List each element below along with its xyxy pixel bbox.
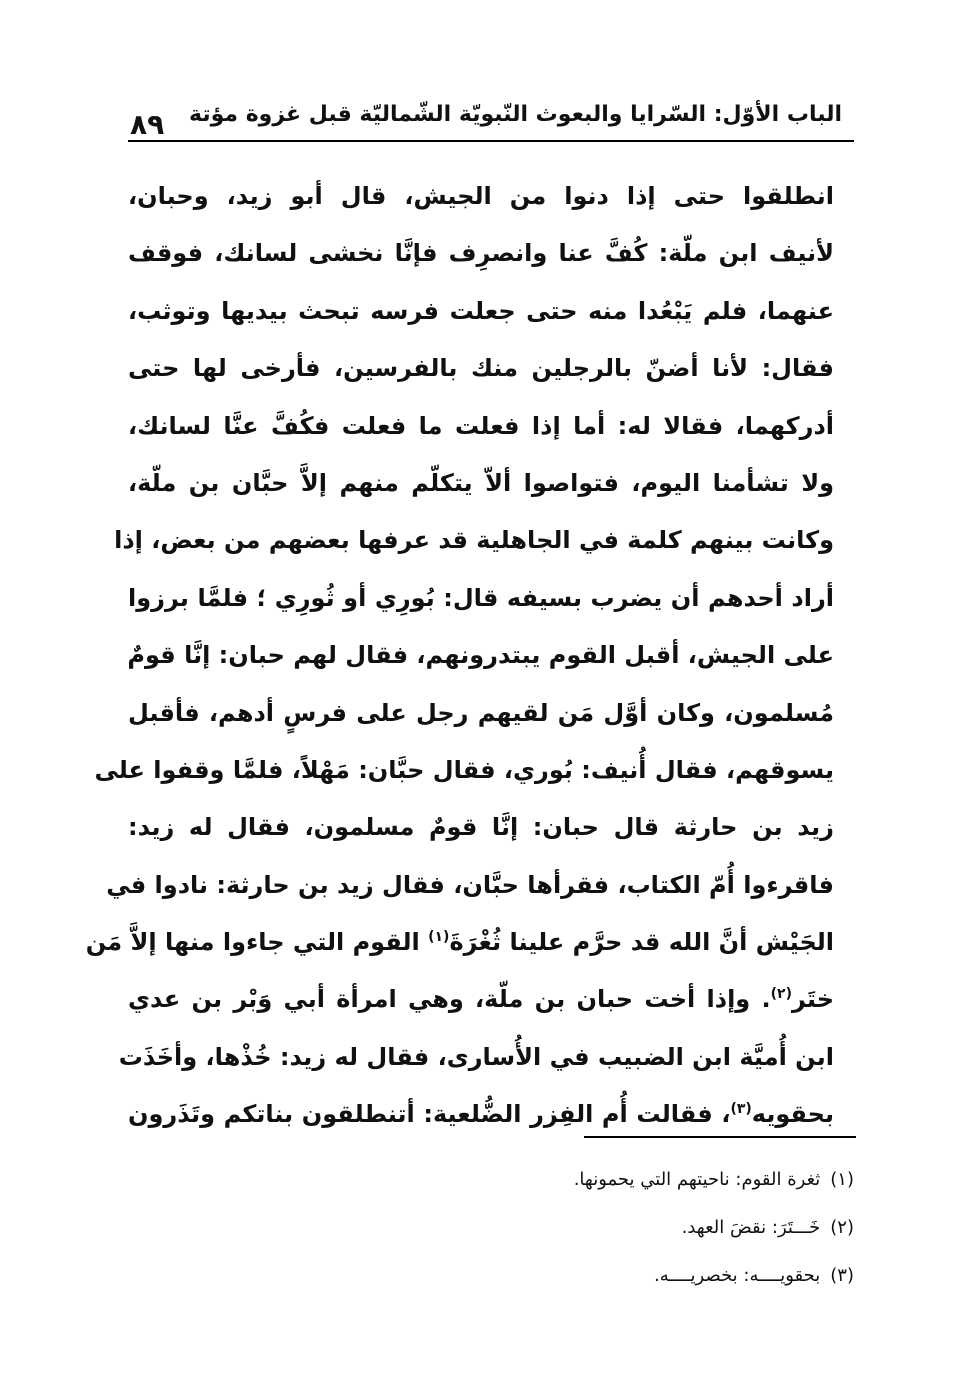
footnotes [300,1156,854,1300]
body-line: ابن أُميَّة ابن الضبيب في الأُسارى، فقال له زيد: خُذْها، وأخَذَت [118,1042,834,1071]
body-line: مُسلمون، وكان أوَّل مَن لقيهم رجل على فرسٍ أدهم، فأقبل [128,698,834,727]
body-line: وكانت بينهم كلمة في الجاهلية قد عرفها بعضهم من بعض، إذا [114,526,834,555]
header-rule [128,140,854,142]
line-text: . وإذا أخت حبان بن ملّة، وهي امرأة أبي وَبْر بن عدي [128,985,771,1014]
footnote-number: (٢) [830,1217,854,1238]
footnote-ref: (٢) [770,986,792,1003]
page-number: ٨٩ [130,108,165,141]
footnote-text: ثغرة القوم: ناحيتهم التي يحمونها. [573,1169,821,1190]
footnote-number: (٣) [830,1265,854,1286]
line-text: بحقويه [751,1100,834,1129]
line-text: القوم التي جاءوا منها إلاَّ مَن [85,928,429,957]
footnote-item [300,1252,854,1300]
footnote-separator [584,1136,856,1138]
body-line: فقال: لأنا أضنّ بالرجلين منك بالفرسين، فأرخى لها حتى [128,354,834,383]
footnote-text: بحقويــــه: بخصريــــه. [654,1265,821,1286]
footnote-item [300,1204,854,1252]
body-line: يسوقهم، فقال أُنيف: بُوري، فقال حبَّان: مَهْلاً، فلمَّا وقفوا على [94,755,834,784]
body-line [128,971,834,1028]
page-header [128,96,854,142]
body-text [85,168,834,1144]
body-line [85,914,834,971]
body-line: زيد بن حارثة قال حبان: إنَّا قومٌ مسلمون، فقال له زيد: [128,813,834,842]
footnote-ref: (١) [428,929,450,946]
footnote-text: خَـــتَرَ: نقضَ العهد. [681,1217,821,1238]
running-title: الباب الأوّل: السّرايا والبعوث النّبويّة الشّماليّة قبل غزوة مؤتة [189,102,842,127]
body-line: أدركهما، فقالا له: أما إذا فعلت ما فعلت فكُفَّ عنَّا لسانك، [128,411,834,440]
body-line: فاقرءوا أُمّ الكتاب، فقرأها حبَّان، فقال زيد بن حارثة: نادوا في [106,870,834,899]
body-line: عنهما، فلم يَبْعُدا منه حتى جعلت فرسه تبحث بيديها وتوثب، [128,296,834,325]
body-line: أراد أحدهم أن يضرب بسيفه قال: بُورِي أو ثُورِي ؛ فلمَّا برزوا [128,583,834,612]
body-line: انطلقوا حتى إذا دنوا من الجيش، قال أبو زيد، وحبان، [128,182,834,210]
footnote-ref: (٣) [730,1101,752,1118]
body-line: ولا تشأمنا اليوم، فتواصوا ألاّ يتكلّم منهم إلاَّ حبَّان بن ملّة، [128,468,834,497]
body-line: على الجيش، أقبل القوم يبتدرونهم، فقال لهم حبان: إنَّا قومٌ [127,641,834,670]
line-text: ، فقالت أُم الفِزر الضُّلعية: أتنطلقون بناتكم وتَذَرون [128,1100,731,1129]
line-text: الجَيْش أنَّ الله قد حرَّم علينا ثُغْرَةَ [449,928,834,957]
line-text: ختَر [791,985,834,1014]
footnote-number: (١) [830,1169,854,1190]
body-line: لأنيف ابن ملّة: كُفَّ عنا وانصرِف فإنَّا نخشى لسانك، فوقف [128,239,834,268]
footnote-item [300,1156,854,1204]
